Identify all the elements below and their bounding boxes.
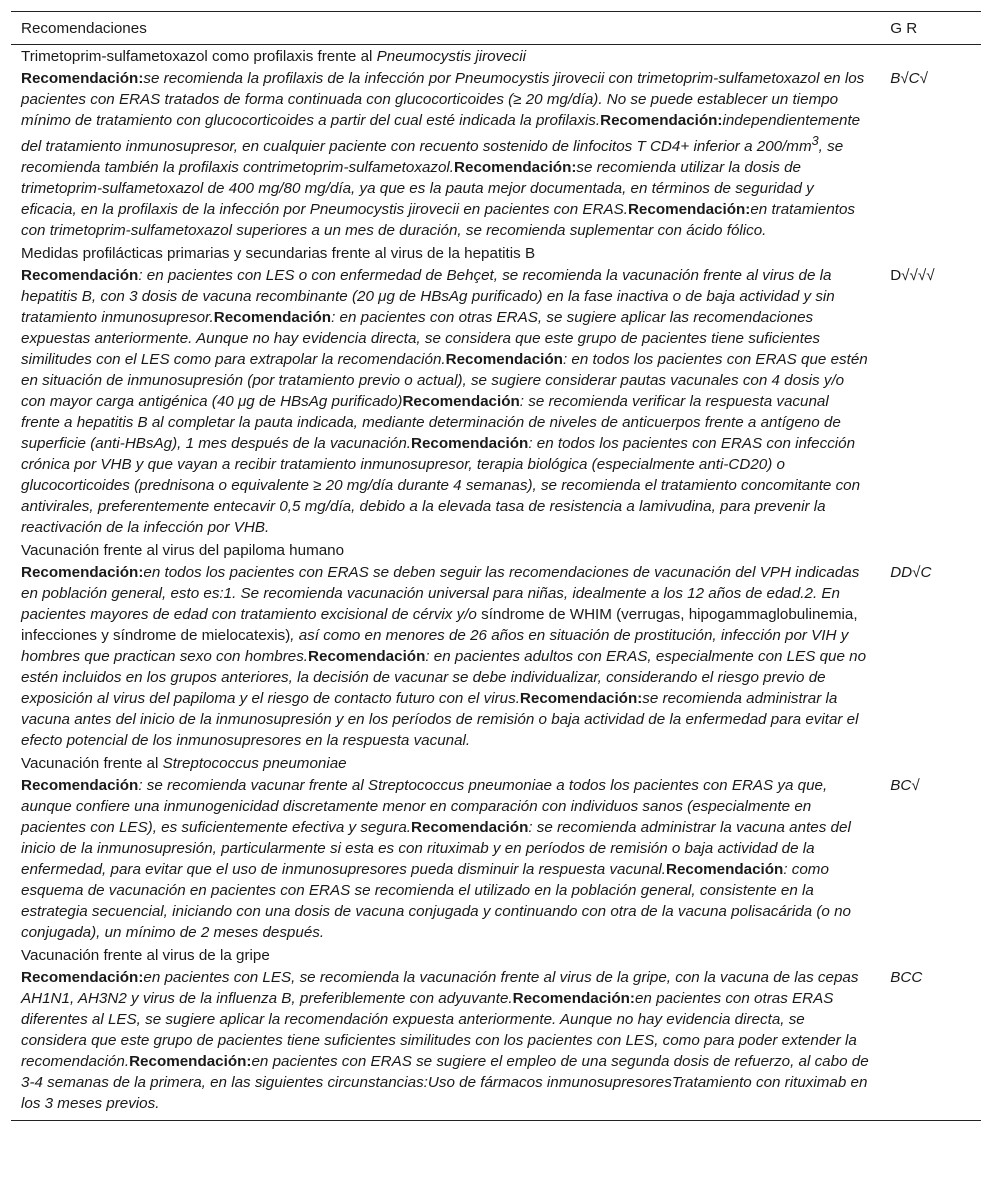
header-recommendations: Recomendaciones xyxy=(11,12,881,45)
grade-hepatitis-b: D√√√√ xyxy=(890,267,935,285)
grade-hpv: DD√C xyxy=(890,564,932,582)
section-body-row xyxy=(11,775,981,944)
recommendations-table xyxy=(11,11,981,1121)
grade-pneumococcus: BC√ xyxy=(890,777,920,795)
section-title-influenza: Vacunación frente al virus de la gripe xyxy=(21,947,270,965)
section-body-row xyxy=(11,265,981,539)
section-title-pneumococcus: Vacunación frente al Streptococcus pneumoniae xyxy=(21,755,347,773)
section-title-hepatitis-b: Medidas profilácticas primarias y secundarias frente al virus de la hepatitis B xyxy=(21,245,536,263)
section-body-influenza: Recomendación:en pacientes con LES, se recomienda la vacunación frente al virus de la gripe, con la vacuna de las cepas AH1N1, AH3N2 y virus de la influenza B, preferiblemente con adyuvante.Recomendación:en pacientes con otras ERAS diferentes al LES, se sugiere aplicar la recomendación expuesta anteriormente. Aunque no hay evidencia directa, se considera que este grupo de pacientes tiene suficientes similitudes con los pacientes con LES, como para poder extender la recomendación.Recomendación:en pacientes con ERAS se sugiere el empleo de una segunda dosis de refuerzo, al cabo de 3-4 semanas de la primera, en las siguientes circunstancias:Uso de fármacos inmunosupresoresTratamiento con rituximab en los 3 meses previos. xyxy=(11,967,881,1121)
section-title-hpv: Vacunación frente al virus del papiloma humano xyxy=(21,542,345,560)
section-title-row xyxy=(11,242,981,265)
section-body-pneumocystis: Recomendación:se recomienda la profilaxis de la infección por Pneumocystis jirovecii con trimetoprim-sulfametoxazol en los pacientes con ERAS tratados de forma continuada con glucocorticoides (≥ 20 mg/día). No se puede establecer un tiempo mínimo de tratamiento con glucocorticoides a partir del cual esté indicada la profilaxis.Recomendación:independientemente del tratamiento inmunosupresor, en cualquier paciente con recuento sostenido de linfocitos T CD4+ inferior a $200/mm^3$, se recomienda también la profilaxis contrimetoprim-sulfametoxazol.Recomendación:se recomienda utilizar la dosis de trimetoprim-sulfametoxazol de 400 mg/80 mg/día, ya que es la pauta mejor documentada, en términos de seguridad y eficacia, en la profilaxis de la infección por Pneumocystis jirovecii en pacientes con ERAS.Recomendación:en tratamientos con trimetoprim-sulfametoxazol superiores a un mes de duración, se recomienda suplementar con ácido fólico. xyxy=(21,70,865,240)
grade-pneumocystis: B√C√ xyxy=(890,70,928,87)
section-title-pneumocystis: Trimetoprim-sulfametoxazol como profilaxis frente al Pneumocystis jirovecii xyxy=(21,48,527,65)
section-body-hepatitis-b: Recomendación: en pacientes con LES o con enfermedad de Behçet, se recomienda la vacunación frente al virus de la hepatitis B, con 3 dosis de vacuna recombinante (20 μg de HBsAg purificado) en la fase inactiva o de baja actividad y sin tratamiento inmunosupresor.Recomendación: en pacientes con otras ERAS, se sugiere aplicar las recomendaciones expuestas anteriormente. Aunque no hay evidencia directa, se considera que este grupo de pacientes tiene suficientes similitudes con el LES como para extrapolar la recomendación.Recomendación: en todos los pacientes con ERAS que estén en situación de inmunosupresión (por tratamiento previo o actual), se sugiere considerar pautas vacunales con 4 dosis y/o con mayor carga antigénica (40 μg de HBsAg purificado)Recomendación: se recomienda verificar la respuesta vacunal frente a hepatitis B al completar la pauta indicada, mediante determinación de niveles de anticuerpos frente a antígeno de superficie (anti-HBsAg), 1 mes después de la vacunación.Recomendación: en todos los pacientes con ERAS con infección crónica por VHB y que vayan a recibir tratamiento inmunosupresor, terapia biológica (especialmente anti-CD20) o glucocorticoides (prednisona o equivalente ≥ 20 mg/día durante 4 semanas), se recomienda el tratamiento concomitante con antivirales, preferentemente entecavir 0,5 mg/día, debido a la elevada tasa de resistencia a lamivudina, para prevenir la reactivación de la infección por VHB. xyxy=(21,267,868,537)
header-grade: G R xyxy=(881,12,981,45)
table-header-row xyxy=(11,12,981,45)
section-body-row xyxy=(11,967,981,1121)
section-title-row xyxy=(11,752,981,775)
grade-influenza: BCC xyxy=(881,967,981,1121)
section-title-row xyxy=(11,539,981,562)
section-title-row xyxy=(11,944,981,967)
section-body-row xyxy=(11,562,981,752)
section-body-pneumococcus: Recomendación: se recomienda vacunar frente al Streptococcus pneumoniae a todos los pacientes con ERAS ya que, aunque confiere una inmunogenicidad discretamente menor en comparación con individuos sanos (especialmente en pacientes con LES), es suficientemente efectiva y segura.Recomendación: se recomienda administrar la vacuna antes del inicio de la inmunosupresión, particularmente si esta es con rituximab y en períodos de remisión o baja actividad de la enfermedad, para evitar que el uso de inmunosupresores pueda disminuir la respuesta vacunal.Recomendación: como esquema de vacunación en pacientes con ERAS se recomienda el utilizado en la población general, consistente en la estrategia secuencial, iniciando con una dosis de vacuna conjugada y continuando con otra de la vacuna polisacárida (o no conjugada), un mínimo de 2 meses después. xyxy=(21,777,851,942)
section-title-row xyxy=(11,45,981,69)
section-body-hpv: Recomendación:en todos los pacientes con ERAS se deben seguir las recomendaciones de vacunación del VPH indicadas en población general, esto es:1. Se recomienda vacunación universal para niñas, idealmente a los 12 años de edad.2. En pacientes mayores de edad con tratamiento excisional de cérvix y/o síndrome de WHIM (verrugas, hipogammaglobulinemia, infecciones y síndrome de mielocatexis), así como en menores de 26 años en situación de prostitución, infección por VIH y hombres que practican sexo con hombres.Recomendación: en pacientes adultos con ERAS, especialmente con LES que no estén incluidos en los grupos anteriores, la decisión de vacunar se debe individualizar, considerando el riesgo previo de exposición al virus del papiloma y el riesgo de contacto futuro con el virus.Recomendación:se recomienda administrar la vacuna antes del inicio de la inmunosupresión y en los períodos de remisión o baja actividad de la enfermedad para evitar el efecto potencial de los inmunosupresores en la respuesta vacunal. xyxy=(21,564,867,750)
recommendations-table-container xyxy=(11,11,981,1121)
section-body-row xyxy=(11,68,981,242)
